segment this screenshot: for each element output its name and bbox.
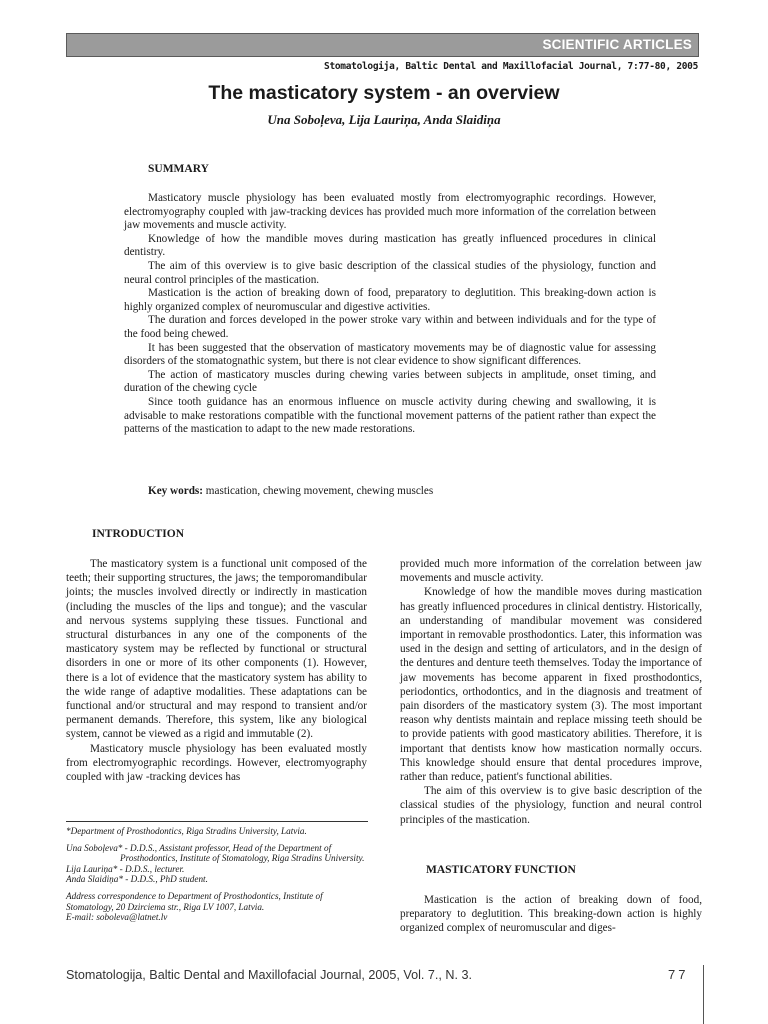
footnote-divider <box>66 821 368 822</box>
footnote-author: Lija Lauriņa* - D.D.S., lecturer. <box>66 863 185 874</box>
page-number: 77 <box>668 967 689 982</box>
keywords-line <box>148 485 433 497</box>
section-band-label: SCIENTIFIC ARTICLES <box>542 37 692 52</box>
body-paragraph: provided much more information of the correlation between jaw movements and muscle activity. <box>400 558 702 585</box>
keywords-label: Key words: <box>148 485 203 497</box>
article-title: The masticatory system - an overview <box>208 82 560 104</box>
summary-paragraph: The action of masticatory muscles during chewing varies between subjects in amplitude, onset timing, and duration of the chewing cycle <box>124 368 656 395</box>
footer-rule <box>703 965 704 1024</box>
summary-paragraph: Mastication is the action of breaking down of food, preparatory to deglutition. This breaking-down action is highly organized complex of neuromuscular and digestive activities. <box>124 287 656 313</box>
right-column <box>400 557 702 827</box>
footnotes <box>66 826 368 929</box>
summary-paragraph: Since tooth guidance has an enormous influence on muscle activity during chewing and swallowing, it is advisable to make restorations compatible with the functional movement patterns of the patient rather than expect the patterns of the mastication to adapt to the new made restorations. <box>124 395 656 436</box>
summary-body <box>124 192 656 437</box>
body-paragraph: Mastication is the action of breaking down of food, preparatory to deglutition. This breaking-down action is highly organized complex of neuromuscular and diges- <box>400 894 702 935</box>
introduction-heading: INTRODUCTION <box>92 528 185 540</box>
summary-paragraph: It has been suggested that the observation of masticatory movements may be of diagnostic value for assessing disorders of the stomatognathic system, but there is not clear evidence to show significant differences. <box>124 341 656 368</box>
journal-citation: Stomatologija, Baltic Dental and Maxillofacial Journal, 7:77-80, 2005 <box>324 61 698 72</box>
masticatory-function-heading: MASTICATORY FUNCTION <box>426 864 576 876</box>
footnote-affiliation: *Department of Prosthodontics, Riga Stradins University, Latvia. <box>66 826 307 836</box>
footnote-email: E-mail: soboleva@latnet.lv <box>66 912 168 923</box>
body-paragraph: The aim of this overview is to give basic description of the classical studies of the physiology, function and neural control principles of the mastication. <box>400 785 702 826</box>
summary-paragraph: Knowledge of how the mandible moves during mastication has greatly influenced procedures in clinical dentistry. <box>124 232 656 259</box>
footnote-author: Una Soboļeva* - D.D.S., Assistant professor, Head of the Department of Prosthodontics, Institute of Stomatology, Riga Stradins University. <box>66 842 365 864</box>
footnote-author: Anda Slaidiņa* - D.D.S., PhD student. <box>66 874 208 885</box>
body-paragraph: Masticatory muscle physiology has been evaluated mostly from electromyographic recordings. However, electromyography coupled with jaw -tracking devices has <box>66 742 367 784</box>
footnote-address: Address correspondence to Department of Prosthodontics, Institute of Stomatology, 20 Dzirciema str., Riga LV 1007, Latvia. <box>66 890 323 912</box>
section-band <box>66 33 699 57</box>
article-authors: Una Soboļeva, Lija Lauriņa, Anda Slaidiņa <box>267 112 501 127</box>
summary-paragraph: Masticatory muscle physiology has been evaluated mostly from electromyographic recordings. However, electromyography coupled with jaw-tracking devices has provided much more information of the correlation between jaw movements and muscle activity. <box>124 192 656 232</box>
summary-paragraph: The aim of this overview is to give basic description of the classical studies of the physiology, function and neural control principles of the mastication. <box>124 259 656 286</box>
masticatory-function-body <box>400 893 702 936</box>
left-column <box>66 557 367 784</box>
body-paragraph: The masticatory system is a functional unit composed of the teeth; their supporting structures, the jaws; the temporomandibular joints; the muscles involved directly or indirectly in mastication (including the muscles of the lips and tongue); and the vascular and nervous systems supplying these tissues. Functional and structural disturbances in any one of the components of the masticatory system may be reflected by functional or structural disorders in one or more of its other components (1). However, there is a lot of evidence that the masticatory system has ability to the wide range of adaptive modalities. These adaptations can be functional and/or structural and may respond to transient and/or permanent demands. Therefore, this system, like any biological system, cannot be viewed as a rigid and immutable (2). <box>66 558 367 741</box>
summary-paragraph: The duration and forces developed in the power stroke vary within and between individuals and for the type of the food being chewed. <box>124 314 656 340</box>
summary-heading: SUMMARY <box>148 163 209 175</box>
footer-journal: Stomatologija, Baltic Dental and Maxillofacial Journal, 2005, Vol. 7., N. 3. <box>66 968 473 982</box>
body-paragraph: Knowledge of how the mandible moves during mastication has greatly influenced procedures in clinical dentistry. Historically, an understanding of mandibular movement was considered important in removable prosthodontics. Later, this information was used in the design and setting of articulators, and in the design of the dentures and denture teeth themselves. Today the importance of jaw movements has become apparent in fixed prosthodontics, periodontics, orthodontics, and in the diagnosis and treatment of pain disorders of the masticatory system (3). The most important reason why dentists maintain and replace missing teeth should be to provide patients with good masticatory abilities. Therefore, it is important that dentists know how mastication normally occurs. This knowledge should ensure that dental procedures improve, rather than reduce, patient's functional abilities. <box>400 586 702 784</box>
keywords-list: mastication, chewing movement, chewing muscles <box>203 485 434 497</box>
